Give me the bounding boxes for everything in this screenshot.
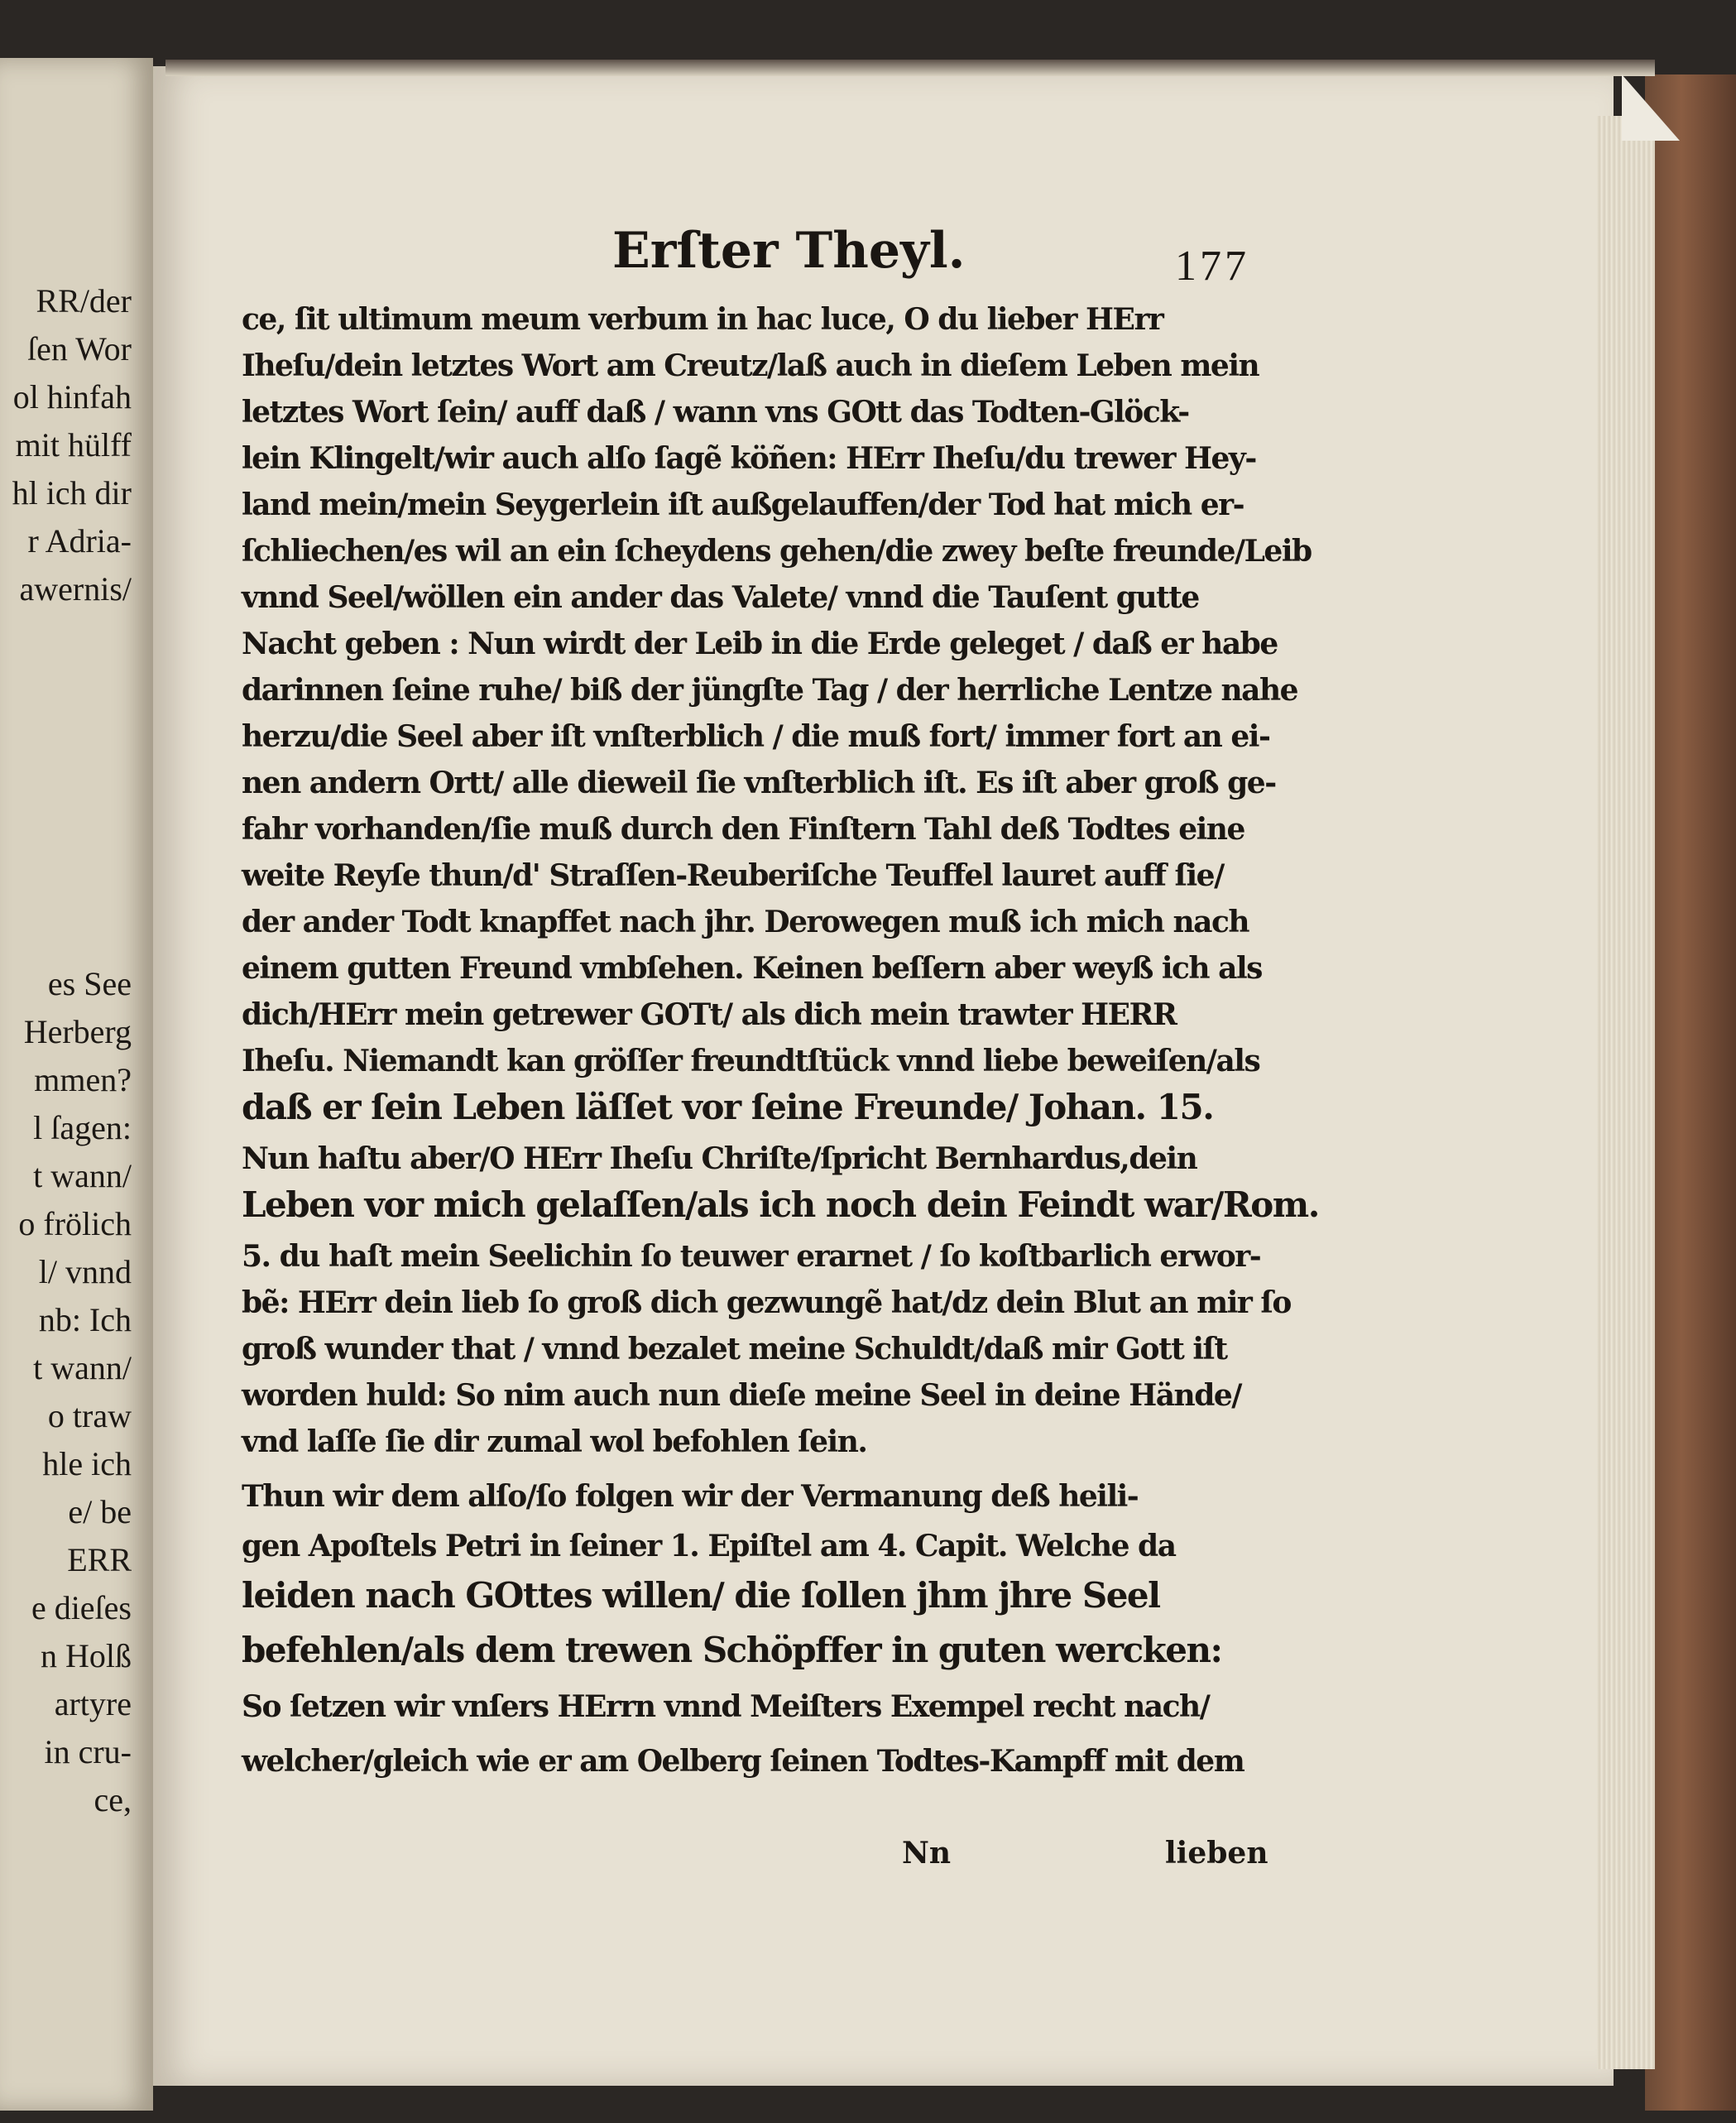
text-line: Iheſu. Niemandt kan gröſſer freundtſtück vnnd liebe beweiſen/als <box>242 1044 1260 1078</box>
left-facing-page <box>0 58 153 2111</box>
left-page-line: ERR <box>67 1541 132 1578</box>
left-page-line: n Holß <box>41 1637 132 1674</box>
left-page-line: ſen Wor <box>26 330 132 367</box>
left-page-line: t wann/ <box>33 1157 132 1194</box>
text-line: worden huld: So nim auch nun dieſe meine Seel in deine Hände/ <box>242 1378 1241 1413</box>
left-page-line: l/ vnnd <box>38 1253 132 1290</box>
book-cover-edge <box>1645 74 1736 2111</box>
left-page-line: t wann/ <box>33 1349 132 1386</box>
text-line: So ſetzen wir vnſers HErrn vnnd Meiſters Exempel recht nach/ <box>242 1689 1210 1724</box>
text-line: bẽ: HErr dein lieb ſo groß dich gezwungẽ hat/dz dein Blut an mir ſo <box>242 1285 1291 1320</box>
left-page-line: r Adria- <box>27 522 132 560</box>
left-page-line: Herberg <box>23 1013 132 1050</box>
text-line: Nacht geben : Nun wirdt der Leib in die Erde geleget / daß er habe <box>242 627 1278 661</box>
text-line: befehlen/als dem trewen Schöpffer in guten wercken: <box>242 1630 1222 1670</box>
left-page-line: o traw <box>47 1397 132 1434</box>
left-page-line: e/ be <box>68 1493 132 1530</box>
left-page-line: e dieſes <box>31 1589 132 1626</box>
text-line: gen Apoſtels Petri in ſeiner 1. Epiſtel am 4. Capit. Welche da <box>242 1529 1176 1563</box>
left-page-line: RR/der <box>36 282 132 319</box>
left-page-line: mmen? <box>34 1061 132 1098</box>
text-line: vnd laſſe ſie dir zumal wol befohlen ſein. <box>242 1424 867 1459</box>
left-page-line: l ſagen: <box>33 1109 132 1146</box>
page-top-shadow <box>165 60 1655 76</box>
left-page-line: hle ich <box>42 1445 132 1482</box>
left-page-line: ce, <box>94 1781 132 1818</box>
text-line: land mein/mein Seygerlein iſt außgelauffen/der Tod hat mich er- <box>242 488 1244 522</box>
text-line: herzu/die Seel aber iſt vnſterblich / die muß fort/ immer fort an ei- <box>242 719 1270 754</box>
text-line: ſchliechen/es wil an ein ſcheydens gehen/die zwey beſte freunde/Leib <box>242 534 1312 569</box>
left-page-line: es See <box>47 965 132 1002</box>
text-line: Thun wir dem alſo/ſo folgen wir der Vermanung deß heili- <box>242 1479 1139 1514</box>
text-line: 5. du haſt mein Seelichin ſo teuwer erarnet / ſo koſtbarlich erwor- <box>242 1239 1261 1274</box>
text-line: vnnd Seel/wöllen ein ander das Valete/ vnnd die Tauſent gutte <box>242 580 1199 615</box>
text-line: der ander Todt knapffet nach jhr. Derowegen muß ich mich nach <box>242 905 1249 939</box>
page-stack-edges <box>1597 116 1655 2069</box>
left-page-line: ol hinfah <box>12 378 132 415</box>
page-number: 177 <box>1175 243 1249 290</box>
catchword: lieben <box>1165 1836 1268 1871</box>
text-line: groß wunder that / vnnd bezalet meine Schuldt/daß mir Gott iſt <box>242 1332 1227 1367</box>
text-line: fahr vorhanden/ſie muß durch den Finſtern Tahl deß Todtes eine <box>242 812 1244 847</box>
text-line: Leben vor mich gelaſſen/als ich noch dein Feindt war/Rom. <box>242 1184 1319 1225</box>
text-line: nen andern Ortt/ alle dieweil ſie vnſterblich iſt. Es iſt aber groß ge- <box>242 766 1276 800</box>
text-line: einem gutten Freund vmbſehen. Keinen beſſern aber weyß ich als <box>242 951 1262 986</box>
text-line: letztes Wort ſein/ auff daß / wann vns GOtt das Todten-Glöck- <box>242 395 1189 430</box>
left-page-line: artyre <box>54 1685 132 1722</box>
signature-mark: Nn <box>902 1836 952 1871</box>
left-page-line: mit hülff <box>15 426 132 464</box>
text-line: welcher/gleich wie er am Oelberg ſeinen Todtes-Kampff mit dem <box>242 1744 1244 1779</box>
running-head: Erſter Theyl. <box>612 222 966 280</box>
left-page-line: o frölich <box>18 1205 132 1242</box>
left-page-line: nb: Ich <box>38 1301 132 1338</box>
text-line: dich/HErr mein getrewer GOTt/ als dich mein trawter HERR <box>242 997 1177 1032</box>
text-line: Nun haſtu aber/O HErr Iheſu Chriſte/ſpricht Bernhardus,dein <box>242 1141 1197 1176</box>
text-line: lein Klingelt/wir auch alſo ſagẽ köñen: HErr Iheſu/du trewer Hey- <box>242 441 1256 476</box>
left-page-line: in cru- <box>44 1733 132 1770</box>
text-line: Iheſu/dein letztes Wort am Creutz/laß auch in dieſem Leben mein <box>242 348 1259 383</box>
text-line: weite Reyſe thun/d' Straſſen-Reuberiſche Teuffel lauret auff ſie/ <box>242 858 1224 893</box>
text-line: ce, ſit ultimum meum verbum in hac luce, O du lieber HErr <box>242 302 1163 337</box>
left-page-line: hl ich dir <box>12 474 132 512</box>
text-line: darinnen ſeine ruhe/ biß der jüngſte Tag / der herrliche Lentze nahe <box>242 673 1298 708</box>
left-page-line: awernis/ <box>19 570 132 608</box>
text-line: leiden nach GOttes willen/ die ſollen jhm jhre Seel <box>242 1575 1160 1616</box>
text-line: daß er ſein Leben läſſet vor ſeine Freunde/ Johan. 15. <box>242 1087 1214 1127</box>
